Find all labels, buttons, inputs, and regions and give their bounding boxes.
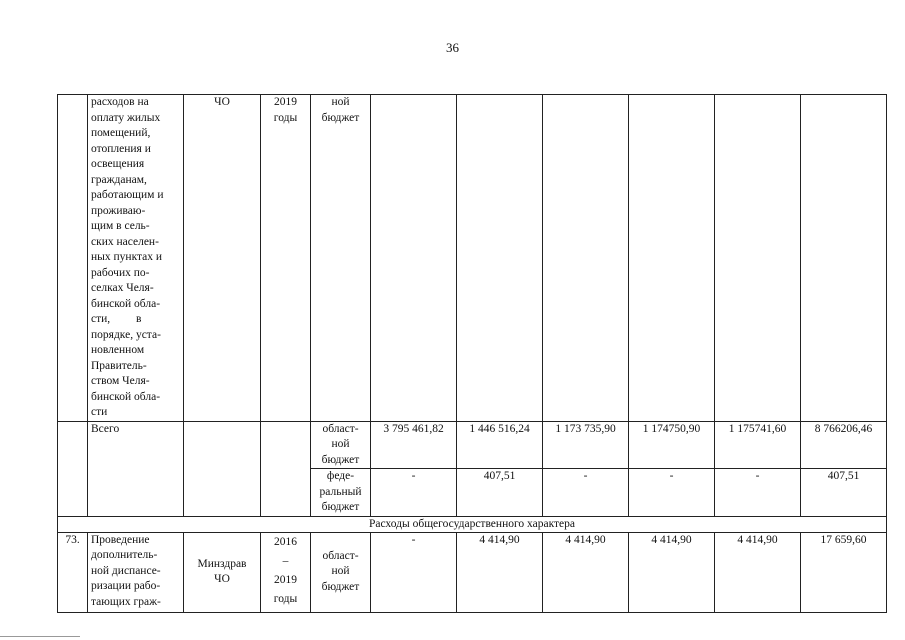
total-value: 8 766206,46 bbox=[801, 421, 887, 469]
total-value: 1 175741,60 bbox=[715, 421, 801, 469]
program-name-line: сти bbox=[91, 406, 108, 418]
row-value: 17 659,60 bbox=[801, 532, 887, 612]
executor-cell: Минздрав ЧО bbox=[184, 532, 261, 612]
year-word: годы bbox=[273, 592, 298, 605]
total-value: 1 446 516,24 bbox=[457, 421, 543, 469]
number-cell bbox=[58, 95, 88, 422]
year-end: 2019 bbox=[274, 573, 297, 586]
program-name-line: щим в сель- bbox=[91, 220, 150, 232]
program-name-line: порядке, уста- bbox=[91, 328, 161, 341]
years-cell bbox=[261, 421, 311, 516]
total-value: - bbox=[371, 469, 457, 517]
row-value: 4 414,90 bbox=[629, 532, 715, 612]
row-value: 4 414,90 bbox=[715, 532, 801, 612]
year-dash: – bbox=[282, 554, 289, 567]
program-name-line: ством Челя- bbox=[91, 375, 150, 387]
program-name-line: проживаю- bbox=[91, 204, 146, 217]
program-name-line: гражданам, bbox=[91, 173, 147, 186]
year-start: 2016 bbox=[274, 535, 297, 548]
total-value: 1 174750,90 bbox=[629, 421, 715, 469]
row-value: 4 414,90 bbox=[543, 532, 629, 612]
value-cell bbox=[543, 95, 629, 422]
source-cell: ной бюджет bbox=[311, 95, 371, 422]
row-number: 73. bbox=[58, 532, 88, 612]
total-value: 1 173 735,90 bbox=[543, 421, 629, 469]
value-cell bbox=[629, 95, 715, 422]
program-name-line: новленном bbox=[91, 344, 145, 356]
program-name-line: освещения bbox=[91, 158, 145, 170]
row-value: 4 414,90 bbox=[457, 532, 543, 612]
source-cell: област- ной бюджет bbox=[311, 421, 371, 469]
program-name-line: рабочих по- bbox=[91, 266, 150, 279]
program-name-line: ных пунктах и bbox=[91, 251, 163, 263]
table-row-continued bbox=[58, 95, 887, 422]
program-name-lines bbox=[91, 95, 180, 421]
source-cell: феде- ральный бюджет bbox=[311, 469, 371, 517]
value-cell bbox=[715, 95, 801, 422]
program-name-line: ских населен- bbox=[91, 235, 159, 248]
total-label: Всего bbox=[88, 421, 184, 516]
total-value: - bbox=[543, 469, 629, 517]
program-name-line: бинской обла- bbox=[91, 390, 161, 403]
total-value: 3 795 461,82 bbox=[371, 421, 457, 469]
number-cell bbox=[58, 421, 88, 516]
total-value: 407,51 bbox=[457, 469, 543, 517]
program-name-line: оплату жилых bbox=[91, 111, 161, 124]
executor-cell: ЧО bbox=[184, 95, 261, 422]
value-cell bbox=[801, 95, 887, 422]
total-value: 407,51 bbox=[801, 469, 887, 517]
section-header-row bbox=[58, 516, 887, 532]
program-name-line: помещений, bbox=[91, 127, 151, 139]
budget-table bbox=[57, 94, 887, 613]
program-name-line: работающим и bbox=[91, 189, 164, 201]
name-cell bbox=[88, 95, 184, 422]
program-name-line: селках Челя- bbox=[91, 282, 154, 294]
program-name: Проведение дополнитель- ной диспансе- ризации рабо- тающих граж- bbox=[88, 532, 184, 612]
years-cell: 2019 годы bbox=[261, 95, 311, 422]
value-cell bbox=[371, 95, 457, 422]
program-name-line: Правитель- bbox=[91, 359, 147, 372]
years-cell bbox=[261, 532, 311, 612]
source-cell: област- ной бюджет bbox=[311, 532, 371, 612]
row-value: - bbox=[371, 532, 457, 612]
footer-rule bbox=[0, 636, 80, 638]
program-name-line: сти, в bbox=[91, 313, 142, 325]
total-value: - bbox=[715, 469, 801, 517]
executor-cell bbox=[184, 421, 261, 516]
total-row-regional bbox=[58, 421, 887, 469]
total-value: - bbox=[629, 469, 715, 517]
program-name-line: отопления и bbox=[91, 142, 151, 155]
program-name-line: расходов на bbox=[91, 96, 149, 108]
table-row-73 bbox=[58, 532, 887, 612]
section-title: Расходы общегосударственного характера bbox=[58, 516, 887, 532]
program-name-line: бинской обла- bbox=[91, 297, 161, 310]
page-number: 36 bbox=[446, 40, 459, 55]
value-cell bbox=[457, 95, 543, 422]
